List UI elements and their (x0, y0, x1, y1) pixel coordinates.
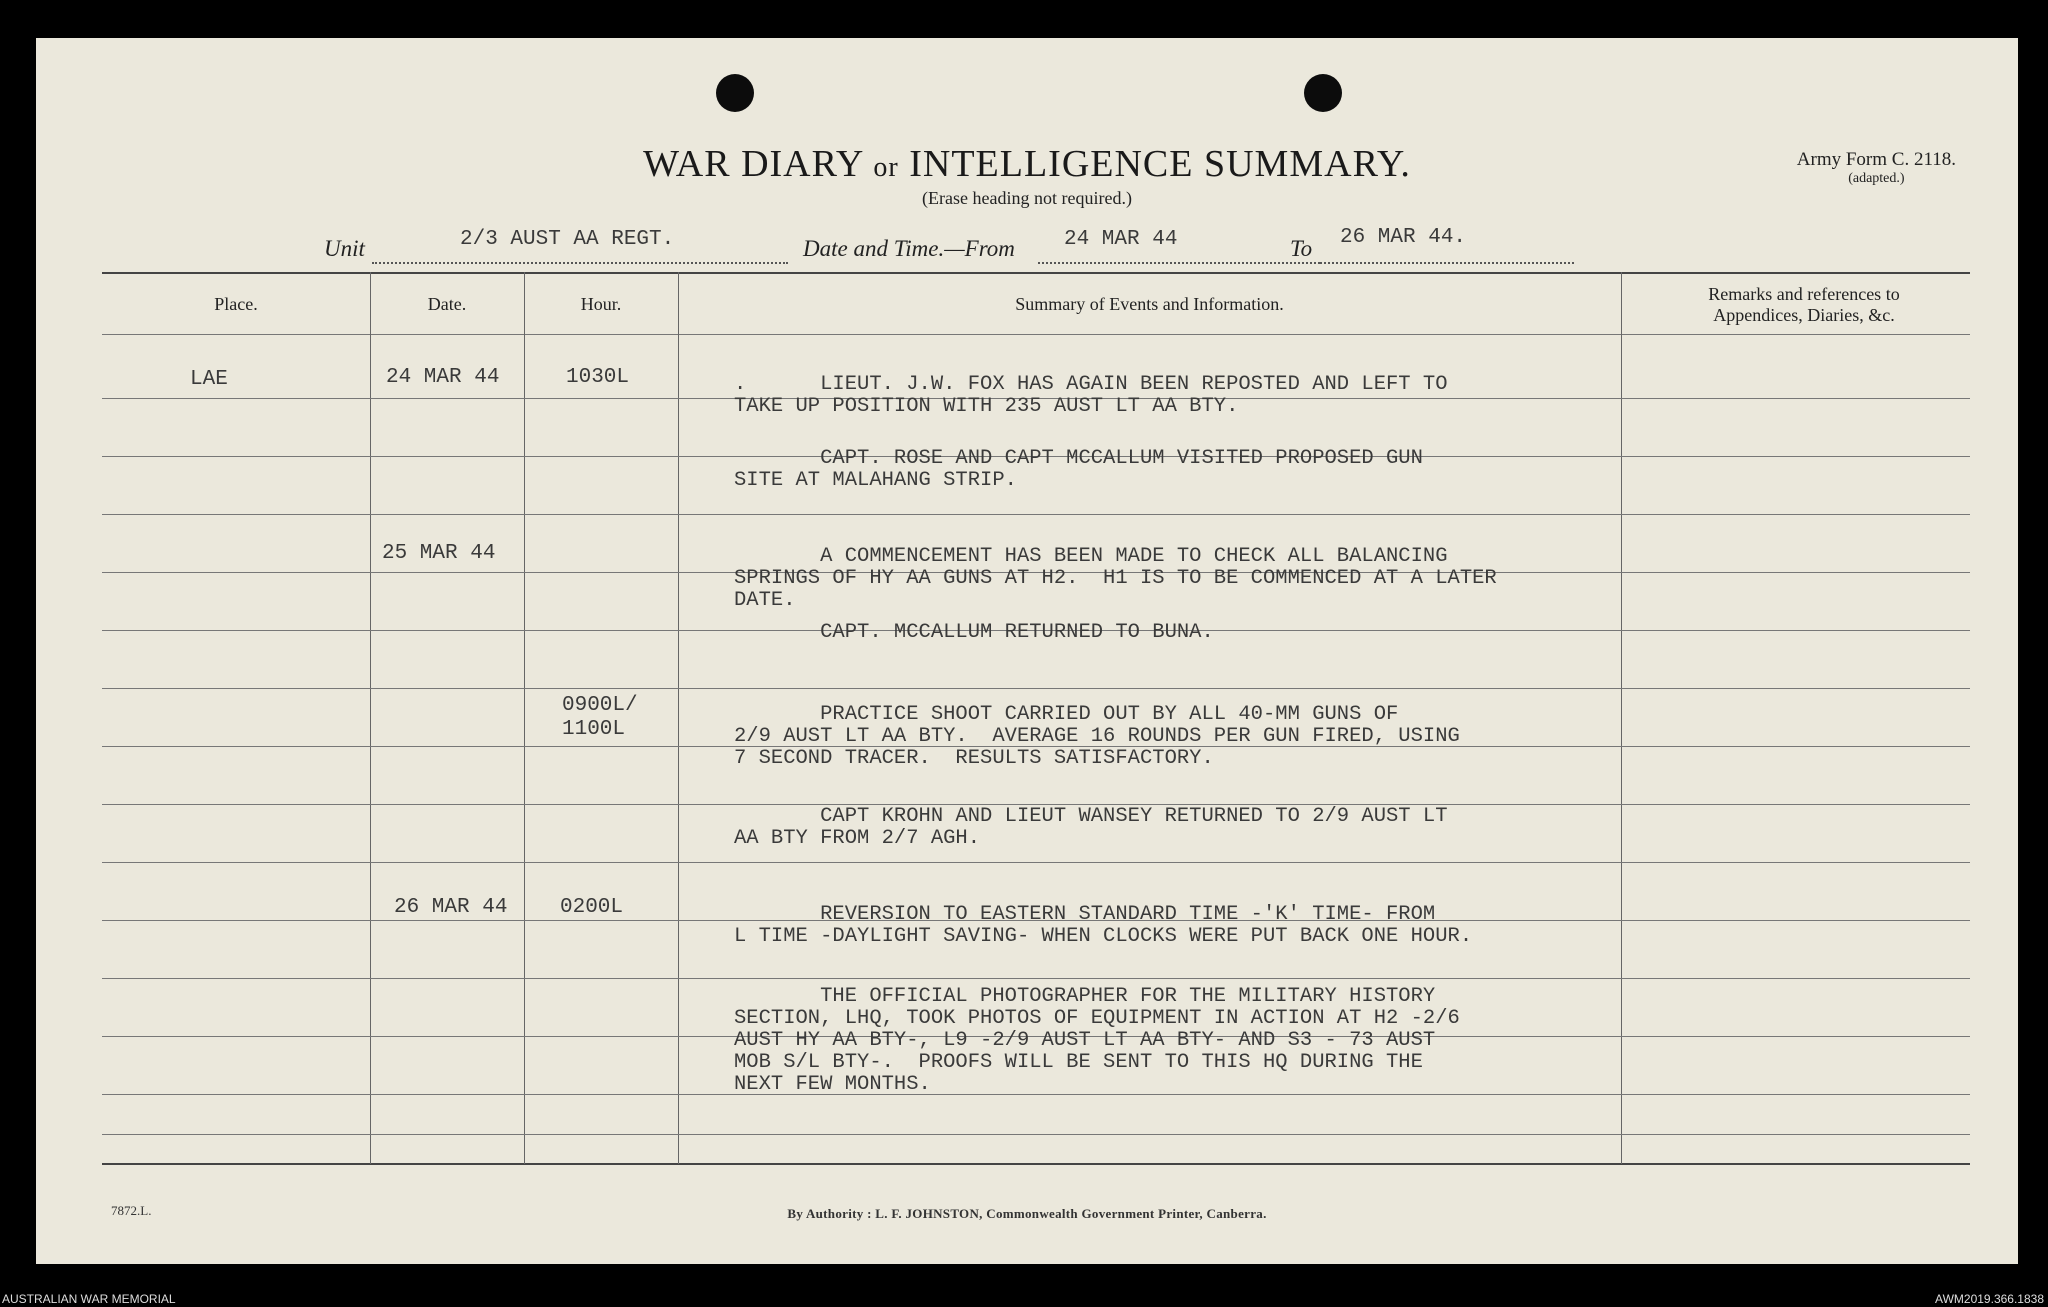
diary-entry: CAPT KROHN AND LIEUT WANSEY RETURNED TO 2/9 AUST LT AA BTY FROM 2/7 AGH. (734, 805, 1448, 850)
table-top-rule (102, 272, 1970, 274)
page-subtitle: (Erase heading not required.) (922, 188, 1132, 208)
table-bottom-rule (102, 1163, 1970, 1165)
divider-hour-summary (678, 272, 679, 1164)
date-cell: 25 MAR 44 (382, 542, 496, 565)
punch-hole-right (1304, 74, 1342, 112)
title-main: WAR DIARY (643, 143, 863, 185)
archive-credit: AUSTRALIAN WAR MEMORIAL (2, 1292, 176, 1306)
date-from-dotted-line (1038, 262, 1320, 264)
hour-cell: 0200L (560, 896, 624, 919)
date-cell: 26 MAR 44 (394, 896, 508, 919)
diary-entry: REVERSION TO EASTERN STANDARD TIME -'K' TIME- FROM L TIME -DAYLIGHT SAVING- WHEN CLOCKS WERE PUT BACK ONE HOUR. (734, 903, 1473, 948)
title-or: or (873, 152, 899, 183)
form-reference (1797, 150, 1956, 186)
ruled-line (102, 1134, 1970, 1135)
date-cell: 24 MAR 44 (386, 366, 500, 389)
hour-cell: 1100L (562, 718, 626, 741)
col-header-date: Date. (427, 294, 467, 314)
diary-entry: CAPT. ROSE AND CAPT MCCALLUM VISITED PROPOSED GUN SITE AT MALAHANG STRIP. (734, 447, 1423, 492)
date-to-value: 26 MAR 44. (1340, 226, 1467, 249)
header-bottom-rule (102, 334, 1970, 335)
diary-entry: . LIEUT. J.W. FOX HAS AGAIN BEEN REPOSTED AND LEFT TO TAKE UP POSITION WITH 235 AUST LT AA BTY. (734, 373, 1448, 418)
punch-hole-left (716, 74, 754, 112)
date-from-value: 24 MAR 44 (1064, 228, 1178, 251)
ruled-line (102, 862, 1970, 863)
col-header-place: Place. (214, 294, 258, 314)
ruled-line (102, 688, 1970, 689)
hour-cell: 0900L/ (562, 694, 638, 717)
col-header-remarks: Remarks and references to Appendices, Diaries, &c. (1708, 284, 1900, 325)
ruled-line (102, 978, 1970, 979)
hour-cell: 1030L (566, 366, 630, 389)
divider-date-hour (524, 272, 525, 1164)
col-header-hour: Hour. (580, 294, 622, 314)
form-ref-text: Army Form C. 2118. (1796, 149, 1956, 170)
date-from-label: Date and Time.—From (803, 236, 1015, 261)
form-code: 7872.L. (111, 1203, 152, 1218)
unit-dotted-line (372, 262, 788, 264)
date-to-label: To (1290, 236, 1313, 261)
archive-reference: AWM2019.366.1838 (1935, 1292, 2044, 1306)
unit-label: Unit (324, 236, 365, 261)
date-to-dotted-line (1320, 262, 1574, 264)
unit-value: 2/3 AUST AA REGT. (460, 228, 675, 251)
diary-entry: PRACTICE SHOOT CARRIED OUT BY ALL 40-MM GUNS OF 2/9 AUST LT AA BTY. AVERAGE 16 ROUNDS PER GUN FIRED, USING 7 SECOND TRACER. RESULTS SATISFACTORY. (734, 703, 1460, 770)
divider-place-date (370, 272, 371, 1164)
printer-authority: By Authority : L. F. JOHNSTON, Commonwealth Government Printer, Canberra. (787, 1206, 1267, 1221)
ruled-line (102, 514, 1970, 515)
title-end: INTELLIGENCE SUMMARY. (909, 143, 1411, 185)
diary-entry: THE OFFICIAL PHOTOGRAPHER FOR THE MILITARY HISTORY SECTION, LHQ, TOOK PHOTOS OF EQUIPMENT IN ACTION AT H2 -2/6 AUST HY AA BTY-, L9 -2/9 AUST LT AA BTY- AND S3 - 73 AUST MOB S/L BTY-. PROOFS WILL BE SENT TO THIS HQ DURING THE NEXT FEW MONTHS. (734, 985, 1460, 1096)
page-title (36, 142, 2018, 186)
place-cell: LAE (190, 368, 228, 391)
col-header-summary: Summary of Events and Information. (1015, 294, 1284, 314)
diary-entry: A COMMENCEMENT HAS BEEN MADE TO CHECK ALL BALANCING SPRINGS OF HY AA GUNS AT H2. H1 IS TO BE COMMENCED AT A LATER DATE. (734, 545, 1497, 612)
form-ref-sub: (adapted.) (1848, 170, 1905, 186)
diary-entry: CAPT. MCCALLUM RETURNED TO BUNA. (734, 621, 1214, 644)
diary-page (36, 38, 2018, 1264)
